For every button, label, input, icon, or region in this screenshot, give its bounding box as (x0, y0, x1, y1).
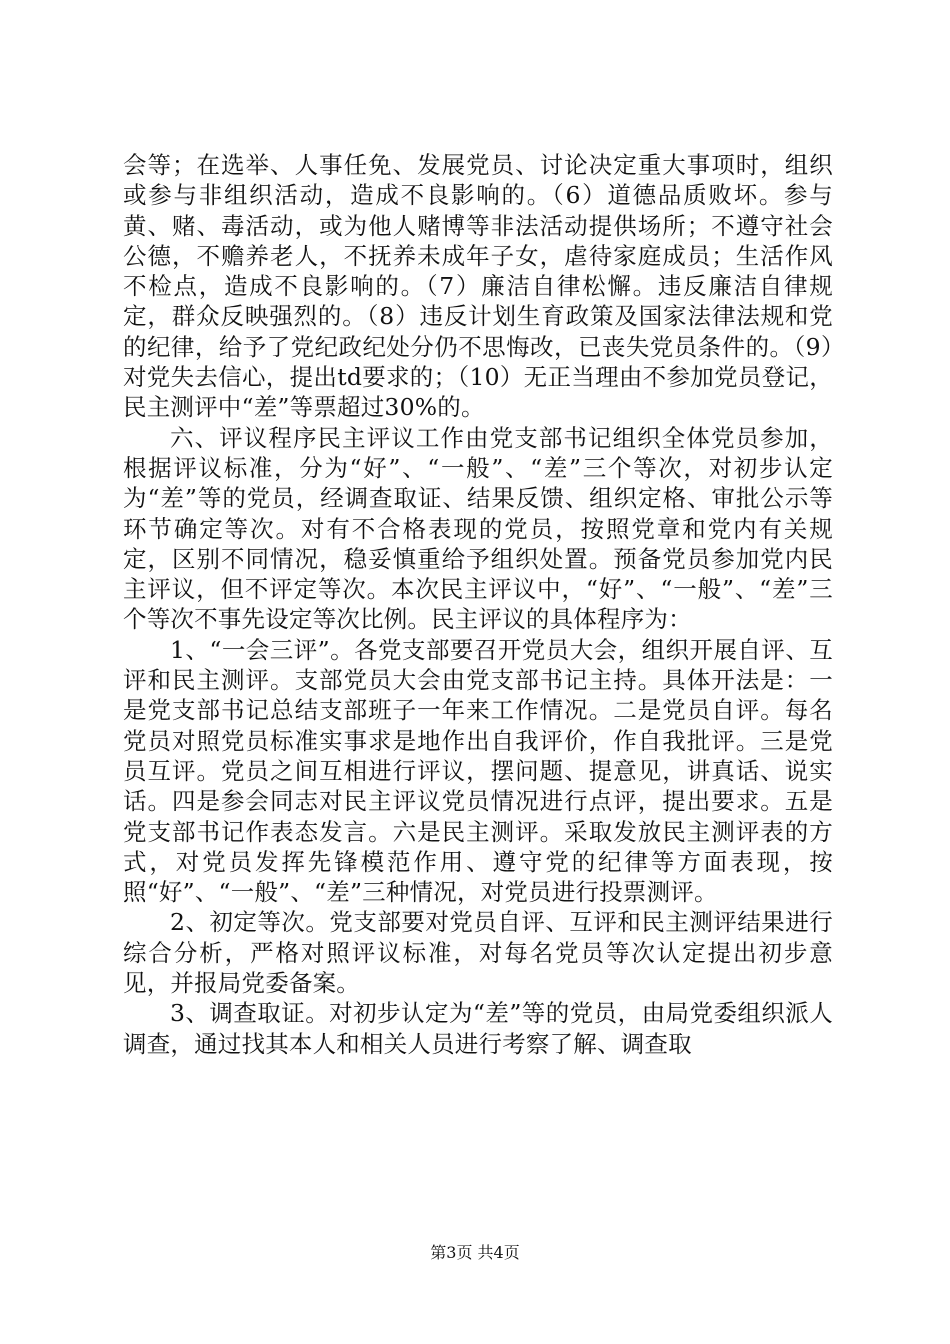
body-paragraph-5: 3、调查取证。对初步认定为“差”等的党员，由局党委组织派人调查，通过找其本人和相关人员进行考察了解、调查取 (123, 999, 833, 1058)
page-number-footer: 第3页 共4页 (430, 1243, 520, 1262)
body-paragraph-1: 会等；在选举、人事任免、发展党员、讨论决定重大事项时，组织或参与非组织活动，造成不良影响的。（6）道德品质败坏。参与黄、赌、毒活动，或为他人赌博等非法活动提供场所；不遵守社会公德，不赡养老人，不抚养未成年子女，虐待家庭成员；生活作风不检点，造成不良影响的。（7）廉洁自律松懈。违反廉洁自律规定，群众反映强烈的。（8）违反计划生育政策及国家法律法规和党的纪律，给予了党纪政纪处分仍不思悔改，已丧失党员条件的。（9）对党失去信心，提出td要求的；（10）无正当理由不参加党员登记，民主测评中“差”等票超过30%的。 (123, 151, 833, 422)
document-body (123, 150, 833, 1059)
body-paragraph-2: 六、评议程序民主评议工作由党支部书记组织全体党员参加，根据评议标准，分为“好”、“一般”、“差”三个等次，对初步认定为“差”等的党员，经调查取证、结果反馈、组织定格、审批公示等环节确定等次。对有不合格表现的党员，按照党章和党内有关规定，区别不同情况，稳妥慎重给予组织处置。预备党员参加党内民主评议，但不评定等次。本次民主评议中，“好”、“一般”、“差”三个等次不事先设定等次比例。民主评议的具体程序为： (123, 423, 833, 634)
body-paragraph-3: 1、“一会三评”。各党支部要召开党员大会，组织开展自评、互评和民主测评。支部党员大会由党支部书记主持。具体开法是：一是党支部书记总结支部班子一年来工作情况。二是党员自评。每名党员对照党员标准实事求是地作出自我评价，作自我批评。三是党员互评。党员之间互相进行评议，摆问题、提意见，讲真话、说实话。四是参会同志对民主评议党员情况进行点评，提出要求。五是党支部书记作表态发言。六是民主测评。采取发放民主测评表的方式，对党员发挥先锋模范作用、遵守党的纪律等方面表现，按照“好”、“一般”、“差”三种情况，对党员进行投票测评。 (123, 635, 833, 907)
body-paragraph-4: 2、初定等次。党支部要对党员自评、互评和民主测评结果进行综合分析，严格对照评议标准，对每名党员等次认定提出初步意见，并报局党委备案。 (123, 908, 833, 998)
